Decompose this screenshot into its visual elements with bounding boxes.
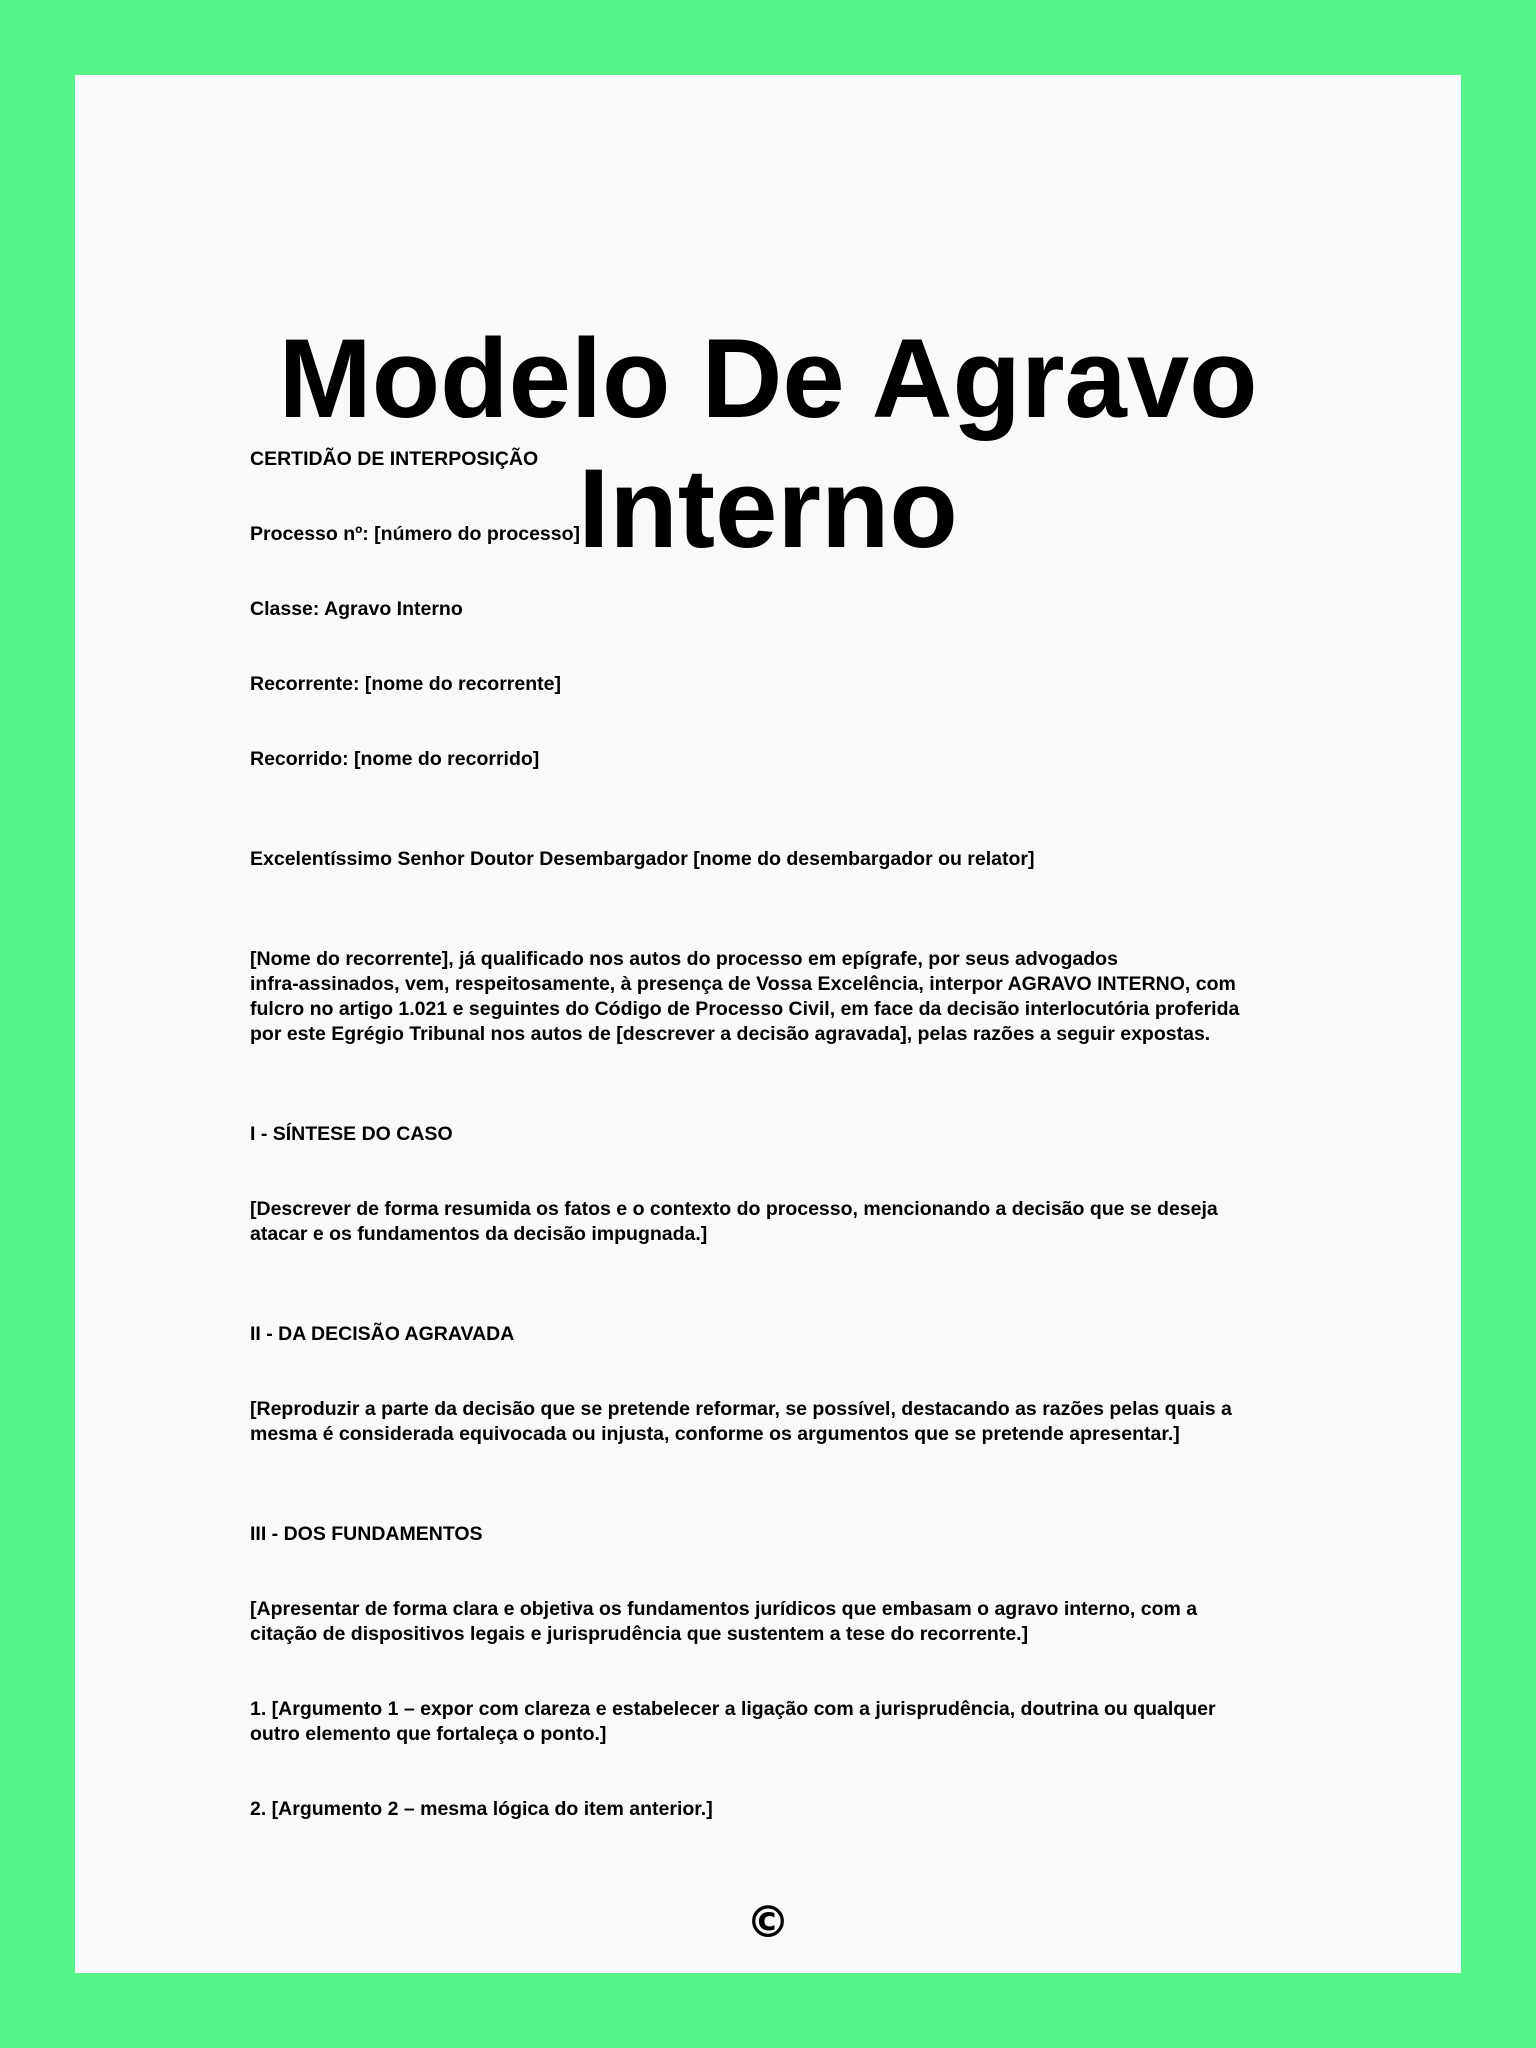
argument-item-2: 2. [Argumento 2 – mesma lógica do item anterior.] — [250, 1798, 713, 1820]
document-title: Modelo De Agravo Interno — [278, 316, 1258, 571]
copyright-icon: © — [746, 1897, 790, 1948]
heading-decisao: II - DA DECISÃO AGRAVADA — [250, 1323, 515, 1345]
heading-sintese: I - SÍNTESE DO CASO — [250, 1123, 453, 1145]
decisao-paragraph: [Reproduzir a parte da decisão que se pretende reformar, se possível, destacando as razões pelas quais a mesma é considerada equivocada ou injusta, conforme os argumentos que se pretende apresentar.] — [250, 1398, 1232, 1445]
sintese-paragraph: [Descrever de forma resumida os fatos e o contexto do processo, mencionando a decisão que se deseja atacar e os fundamentos da decisão impugnada.] — [250, 1198, 1218, 1245]
heading-certidao: CERTIDÃO DE INTERPOSIÇÃO — [250, 448, 539, 470]
heading-fundamentos: III - DOS FUNDAMENTOS — [250, 1523, 483, 1545]
field-processo: Processo nº: [número do processo] — [250, 523, 581, 545]
document-page — [75, 75, 1461, 1973]
fundamentos-paragraph: [Apresentar de forma clara e objetiva os fundamentos jurídicos que embasam o agravo interno, com a citação de dispositivos legais e jurisprudência que sustentem a tese do recorrente.] — [250, 1598, 1198, 1645]
salutation: Excelentíssimo Senhor Doutor Desembargador [nome do desembargador ou relator] — [250, 848, 1035, 870]
argument-item-1: 1. [Argumento 1 – expor com clareza e estabelecer a ligação com a jurisprudência, doutrina ou qualquer outro elemento que fortaleça o ponto.] — [250, 1698, 1216, 1745]
field-recorrente: Recorrente: [nome do recorrente] — [250, 673, 561, 695]
field-classe: Classe: Agravo Interno — [250, 598, 463, 620]
field-recorrido: Recorrido: [nome do recorrido] — [250, 748, 540, 770]
intro-paragraph: [Nome do recorrente], já qualificado nos autos do processo em epígrafe, por seus advogados infra-assinados, vem, respeitosamente, à presença de Vossa Excelência, interpor AGRAVO INTERNO, com fulcro no artigo 1.021 e seguintes do Código de Processo Civil, em face da decisão interlocutória proferida por este Egrégio Tribunal nos autos de [descrever a decisão agravada], pelas razões a seguir expostas. — [250, 948, 1240, 1045]
